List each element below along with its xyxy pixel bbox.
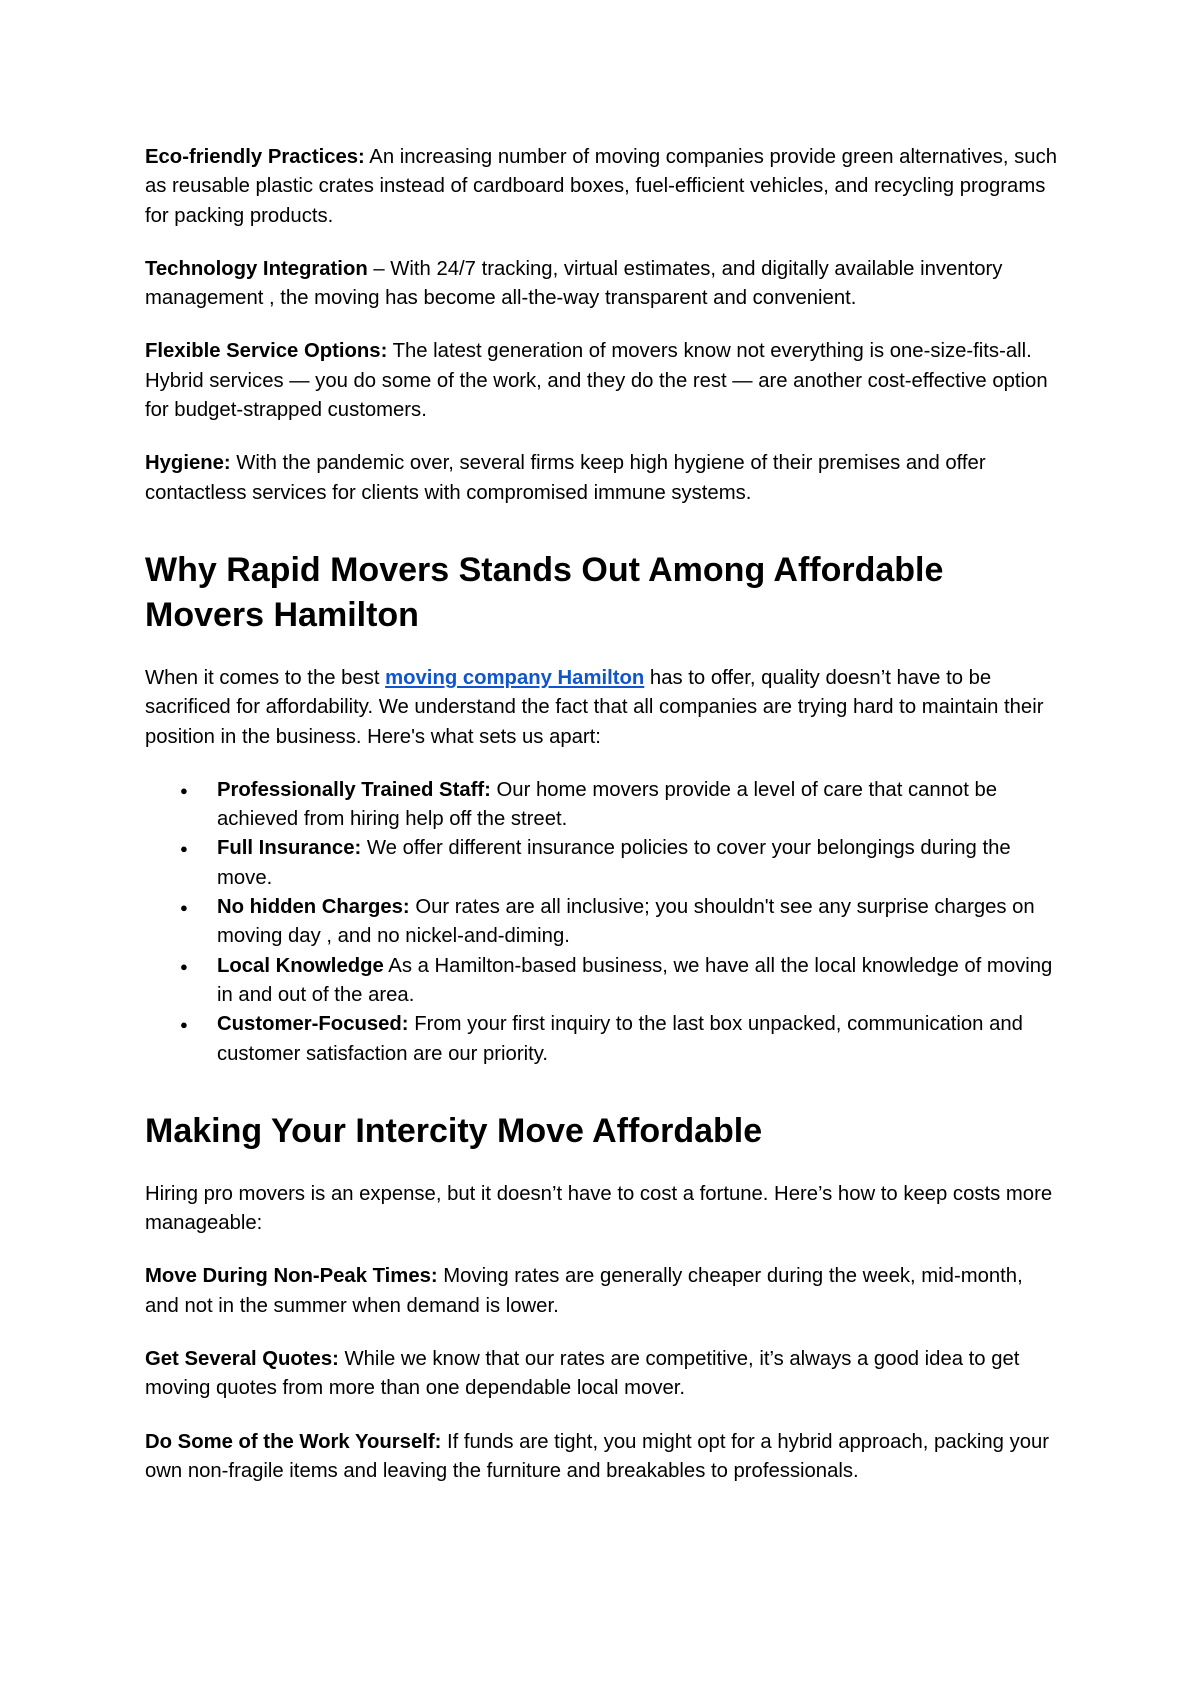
list-item [217,1010,1060,1069]
moving-company-hamilton-link[interactable]: moving company Hamilton [385,666,645,689]
paragraph-technology [145,255,1060,314]
list-item-label: Local Knowledge [217,954,384,977]
tip-several-quotes [145,1345,1060,1404]
tip-label: Move During Non-Peak Times: [145,1265,438,1288]
list-item-label: Customer-Focused: [217,1013,409,1036]
tip-text: While we know that our rates are competitive, it’s always a good idea to get moving quotes from more than one dependable local mover. [145,1348,1020,1400]
tip-text: If funds are tight, you might opt for a hybrid approach, packing your own non-fragile items and leaving the furniture and breakables to professionals. [145,1430,1050,1482]
section1-intro [145,664,1060,752]
benefits-list [145,776,1060,1069]
list-item [217,834,1060,893]
paragraph-label: Hygiene: [145,452,231,475]
list-item-text: As a Hamilton-based business, we have all the local knowledge of moving in and out of the area. [217,954,1053,1006]
section-heading-intercity-move: Making Your Intercity Move Affordable [145,1111,763,1150]
paragraph-text: – With 24/7 tracking, virtual estimates, and digitally available inventory management , the moving has become all-the-way transparent and convenient. [145,257,1003,310]
list-item-text: From your first inquiry to the last box unpacked, communication and customer satisfaction are our priority. [217,1013,1023,1065]
document-page [145,143,1060,1510]
section2-intro: Hiring pro movers is an expense, but it doesn’t have to cost a fortune. Here’s how to keep costs more manageable: [145,1182,1053,1235]
list-item [217,776,1060,835]
list-item-label: No hidden Charges: [217,896,410,919]
tip-label: Get Several Quotes: [145,1348,339,1371]
paragraph-text: With the pandemic over, several firms keep high hygiene of their premises and offer contactless services for clients with compromised immune systems. [145,452,986,504]
paragraph-eco-friendly [145,143,1060,231]
tip-non-peak-times [145,1262,1060,1321]
tip-do-some-work [145,1428,1060,1487]
intro-text-after-link: has to offer, quality doesn’t have to be sacrificed for affordability. We understand the fact that all companies are trying hard to maintain their position in the business. Here's what sets us apart: [145,666,1044,748]
list-item [217,893,1060,952]
list-item-label: Professionally Trained Staff: [217,778,491,801]
tip-text: Moving rates are generally cheaper during the week, mid-month, and not in the summer when demand is lower. [145,1265,1023,1317]
list-item-text: Our rates are all inclusive; you shouldn't see any surprise charges on moving day , and no nickel-and-diming. [217,896,1035,948]
list-item-text: Our home movers provide a level of care that cannot be achieved from hiring help off the street. [217,778,998,831]
paragraph-text: The latest generation of movers know not everything is one-size-fits-all. Hybrid services — you do some of the work, and they do the rest — are another cost-effective option for budget-strapped customers. [145,340,1048,422]
section-heading-why-rapid-movers: Why Rapid Movers Stands Out Among Affordable Movers Hamilton [145,550,944,634]
paragraph-label: Flexible Service Options: [145,340,388,363]
list-item-label: Full Insurance: [217,837,362,860]
paragraph-hygiene [145,449,1060,508]
list-item-text: We offer different insurance policies to cover your belongings during the move. [217,837,1011,889]
paragraph-flexible-service [145,337,1060,425]
intro-text-before-link: When it comes to the best [145,666,386,689]
list-item [217,952,1060,1011]
tip-label: Do Some of the Work Yourself: [145,1430,442,1453]
paragraph-label: Technology Integration [145,257,368,280]
paragraph-text: An increasing number of moving companies provide green alternatives, such as reusable plastic crates instead of cardboard boxes, fuel-efficient vehicles, and recycling programs for packing products. [145,146,1057,227]
paragraph-label: Eco-friendly Practices: [145,146,365,168]
